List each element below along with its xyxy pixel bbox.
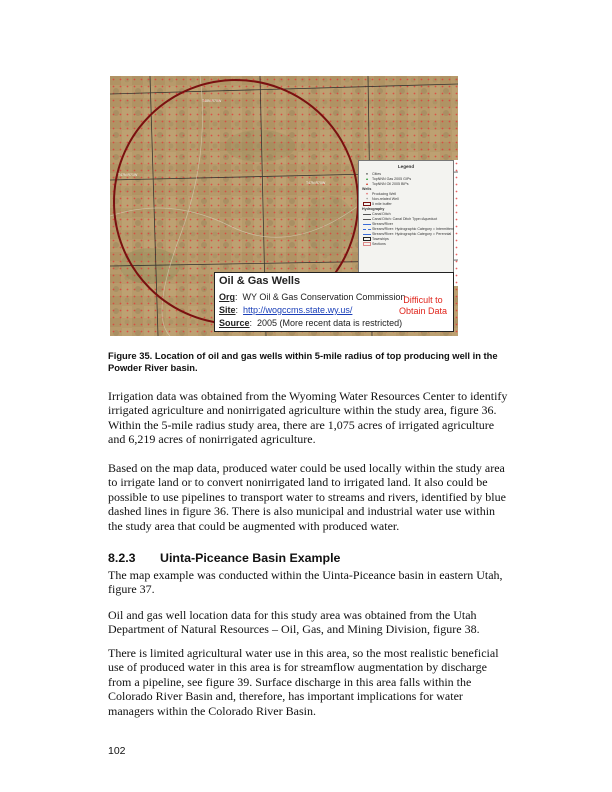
legend-title: Legend [397,164,415,169]
info-org-line: Org: WY Oil & Gas Conservation Commission [219,292,406,302]
paragraph-streamflow: There is limited agricultural water use in this area, so the most realistic beneficial use of produced water in this area is for streamflow augmentation by discharge from a pipeline, see figure 39. Surface discharge in this area falls within the Colorado River Basin and, therefore, has important implications for water managers within the Colorado River Basin. [108,646,499,718]
legend-item-perennial: Stream/River: Hydrographic Category = Perennial [362,232,450,237]
oil-gas-info-box [214,272,454,332]
box-swatch-icon [362,242,372,247]
legend-item-cities: ● Cities [362,172,450,177]
city-dot-icon: ● [365,172,369,176]
legend-item-townships: Townships [362,237,450,242]
legend-item-sections: Sections [362,242,450,247]
paragraph-well-location: Oil and gas well location data for this study area was obtained from the Utah Department of Natural Resources – Oil, Gas, and Mining Division, figure 38. [108,608,480,637]
legend-section-wells: Wells [362,187,372,191]
page-number: 102 [108,745,126,757]
svg-text:T47N R71W: T47N R71W [118,173,138,177]
legend-item-gas: ▲ TopNNN Gas 2005 GIPs [362,177,450,182]
info-box-title: Oil & Gas Wells [219,275,301,287]
green-triangle-icon: ▲ [365,177,369,181]
map-legend [358,160,454,286]
paragraph-irrigation-data: Irrigation data was obtained from the Wyoming Water Resources Center to identify irrigated agriculture and nonirrigated agriculture within the study area, figure 36. Within the 5-mile radius study area, there are 1,075 acres of irrigated agriculture and 6,219 acres of nonirrigated agriculture. [108,389,508,447]
figure-caption: Figure 35. Location of oil and gas wells within 5-mile radius of top producing well in the Powder River basin. [108,350,498,373]
legend-item-intermittent: Stream/River: Hydrographic Category = Intermittent [362,227,450,232]
info-source-line: Source: 2005 (More recent data is restricted) [219,318,403,328]
figure-35-map [110,76,458,336]
paragraph-map-example: The map example was conducted within the Uinta-Piceance basin in eastern Utah, figure 37. [108,568,503,597]
legend-item-buffer: 5 mile buffer [362,202,450,207]
nonrelated-well-icon: + [365,197,369,201]
red-triangle-icon: ▲ [365,182,369,186]
svg-text:T48N R70W: T48N R70W [202,99,222,103]
producing-well-icon: ✶ [365,192,369,196]
legend-item-nonrelated: + Non-related Well [362,197,450,202]
site-link[interactable]: http://wogccms.state.wy.us/ [243,305,353,315]
paragraph-map-data: Based on the map data, produced water could be used locally within the study area to irrigate land or to convert nonirrigated land to irrigated land. It also could be possible to use pipelines to transport water to streams and rivers, identified by blue dashed lines in figure 36. There is also municipal and industrial water use within the study area that could be augmented with produced water. [108,461,506,533]
legend-item-oil: ▲ TopNNN Oil 2005 BIPs [362,182,450,187]
legend-item-canal: Canal Ditch [362,212,450,217]
difficult-data-note: Difficult to Obtain Data [398,295,447,316]
section-title: Uinta-Piceance Basin Example [160,551,341,565]
svg-text:T47N R70W: T47N R70W [306,181,326,185]
section-heading [108,551,508,565]
section-number: 8.2.3 [108,551,136,565]
info-site-line: Site: http://wogccms.state.wy.us/ [219,305,353,315]
legend-section-hydrography: Hydrography [362,207,385,211]
legend-item-stream: Stream/River [362,222,450,227]
legend-item-aqueduct: Canal Ditch: Canal Ditch Type=Aqueduct [362,217,450,222]
legend-item-producing: ✶ Producing Well [362,192,450,197]
